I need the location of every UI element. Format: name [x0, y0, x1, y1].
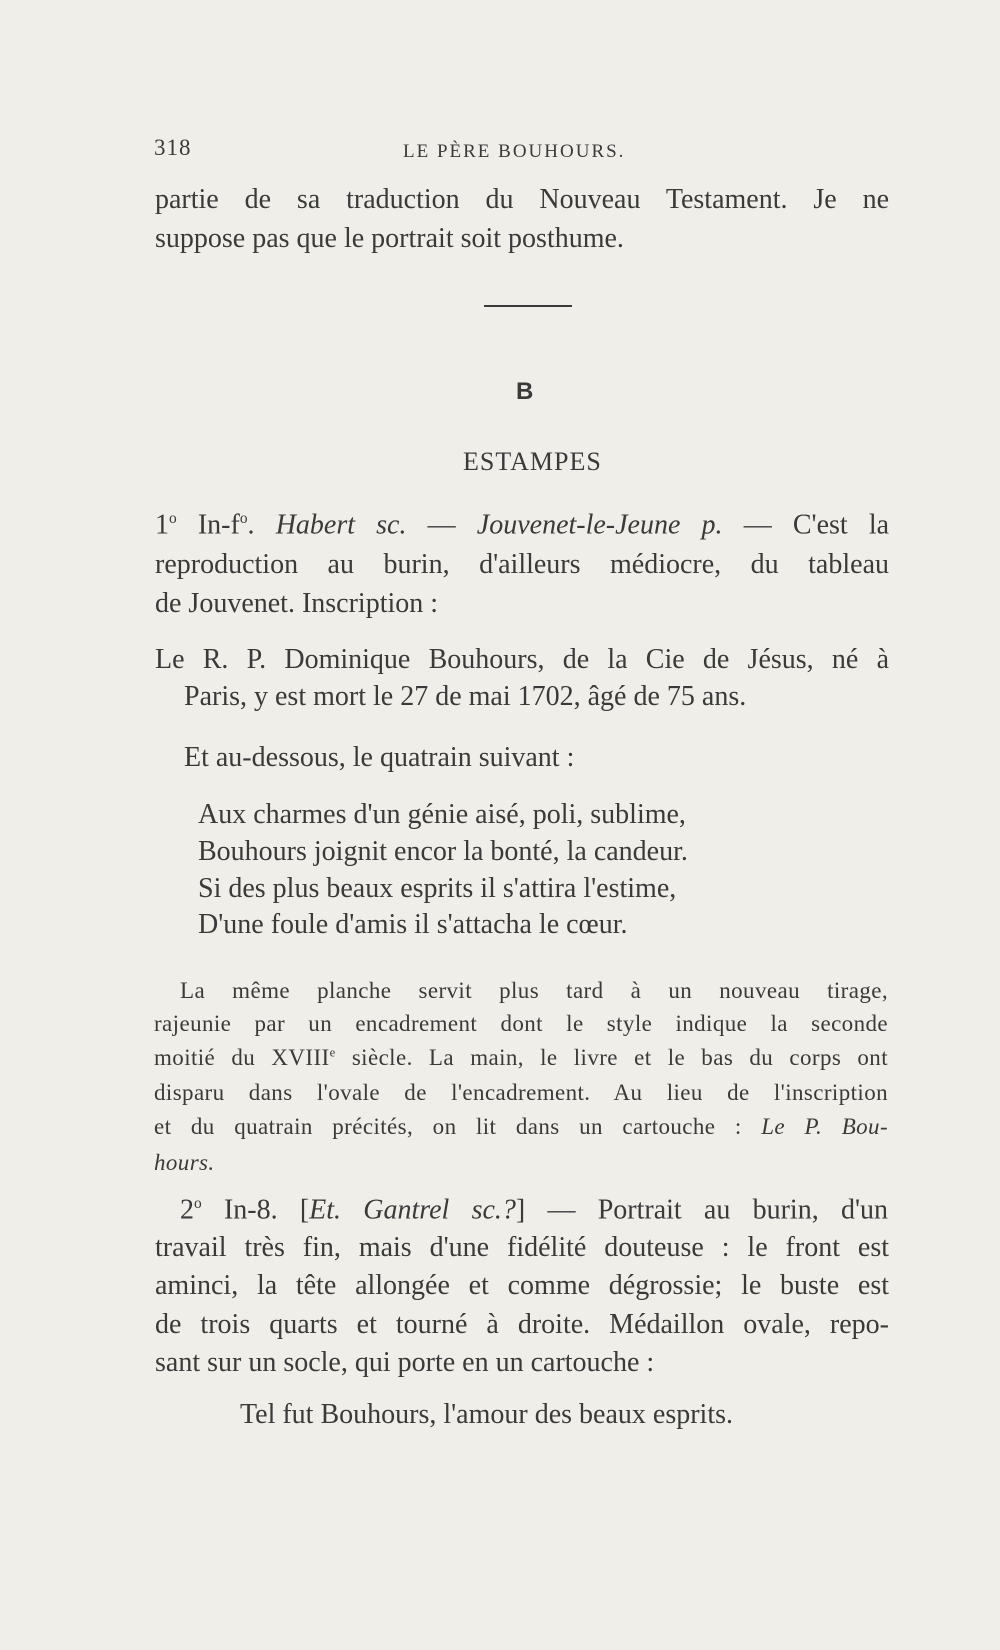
- quatrain-line-4: D'une foule d'amis il s'attacha le cœur.: [198, 909, 628, 940]
- quatrain-line-1: Aux charmes d'un génie aisé, poli, sublime,: [198, 799, 686, 830]
- note-line-5: et du quatrain précités, on lit dans un cartouche : Le P. Bou-: [154, 1114, 888, 1139]
- item-2-line-2: travail très fin, mais d'une fidélité douteuse : le front est: [155, 1232, 889, 1263]
- item-2-line-5: sant sur un socle, qui porte en un cartouche :: [155, 1347, 655, 1378]
- note-line-6: hours.: [154, 1150, 215, 1175]
- intro-line-2: suppose pas que le portrait soit posthume.: [155, 223, 624, 254]
- intro-line-1: partie de sa traduction du Nouveau Testament. Je ne: [155, 184, 889, 215]
- running-title: LE PÈRE BOUHOURS.: [403, 141, 626, 162]
- inscription-line-2: Paris, y est mort le 27 de mai 1702, âgé de 75 ans.: [184, 681, 747, 712]
- section-title: ESTAMPES: [463, 447, 602, 476]
- quatrain-intro: Et au-dessous, le quatrain suivant :: [184, 742, 575, 773]
- section-letter: B: [516, 378, 534, 405]
- note-line-3: moitié du XVIIIe siècle. La main, le livre et le bas du corps ont: [154, 1045, 888, 1070]
- inscription-line-1: Le R. P. Dominique Bouhours, de la Cie de Jésus, né à: [155, 644, 889, 675]
- portrait-caption: Tel fut Bouhours, l'amour des beaux esprits.: [240, 1399, 733, 1430]
- item-2-line-3: aminci, la tête allongée et comme dégrossie; le buste est: [155, 1270, 889, 1301]
- engraver-attribution: Et. Gantrel sc.?: [309, 1194, 516, 1226]
- engraver-name: Habert sc.: [275, 509, 407, 541]
- painter-name: Jouvenet-le-Jeune p.: [476, 509, 723, 541]
- note-line-4: disparu dans l'ovale de l'encadrement. Au lieu de l'inscription: [154, 1080, 888, 1105]
- item-2-line-4: de trois quarts et tourné à droite. Médaillon ovale, repo-: [155, 1309, 889, 1340]
- item-1-line-1: 1$^o$ $In-f^o$. Habert sc. — Jouvenet-le-Jeune p. — C'est la: [155, 509, 890, 541]
- quatrain-line-2: Bouhours joignit encor la bonté, la candeur.: [198, 836, 688, 867]
- item-1-line-2: reproduction au burin, d'ailleurs médiocre, du tableau: [155, 549, 889, 580]
- item-1-line-3: de Jouvenet. Inscription :: [155, 588, 439, 619]
- quatrain-line-3: Si des plus beaux esprits il s'attira l'estime,: [198, 873, 677, 904]
- note-line-2: rajeunie par un encadrement dont le style indique la seconde: [154, 1011, 888, 1036]
- section-divider: [484, 305, 572, 307]
- page-number: 318: [154, 135, 192, 160]
- item-2-line-1: 2$^o$ In-8. [Et. Gantrel sc.?] — Portrait au burin, d'un: [180, 1194, 888, 1226]
- note-line-1: La même planche servit plus tard à un nouveau tirage,: [180, 978, 888, 1003]
